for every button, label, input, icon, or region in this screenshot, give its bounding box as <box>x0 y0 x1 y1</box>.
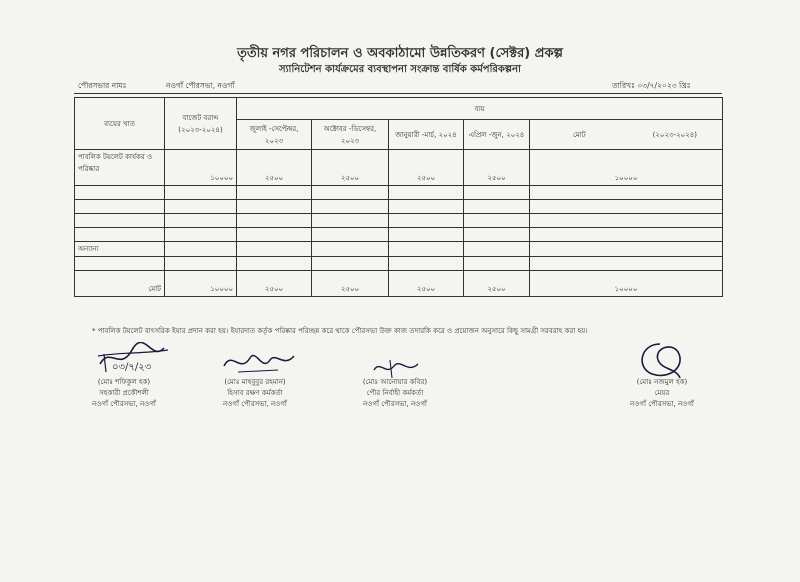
signatory-1-title: সহকারী প্রকৌশলী <box>99 389 149 397</box>
signature-block-2 <box>200 377 310 410</box>
signature-block-4 <box>612 377 712 410</box>
sum-q3: ২৫০০ <box>389 271 464 297</box>
header-total <box>530 120 723 150</box>
signatory-4-office: নওগাঁ পৌরসভা, নওগাঁ <box>630 400 694 408</box>
row-q1: ২৫০০ <box>237 150 312 186</box>
table-row <box>75 214 723 228</box>
budget-plan-table <box>74 97 723 297</box>
document-date: তারিখঃ ০৩/৭/২০২৩ খ্রিঃ <box>612 81 691 90</box>
signatory-1-name: (মোঃ শফিকুল হক) <box>97 378 151 386</box>
header-q4: এপ্রিল -জুন, ২০২৪ <box>464 120 530 150</box>
table-row <box>75 186 723 200</box>
signatory-1-office: নওগাঁ পৌরসভা, নওগাঁ <box>92 400 156 408</box>
footnote: * পাবলিক টয়লেট বাৎসরিক ইযার প্রদান করা হয়। ইযারদাত কর্তৃক পরিষ্কার পরিচ্ছন্ন করে থাকে পৌরসভা উক্ত কাজ তদারকি করে ও প্রয়োজন অনুসারে কিছু সামগ্রী সরবরাহ করা হয়। <box>92 327 588 335</box>
table-row <box>75 150 723 186</box>
signature-block-3 <box>340 377 450 410</box>
document-title: তৃতীয় নগর পরিচালন ও অবকাঠামো উন্নতিকরণ (সেক্টর) প্রকল্প <box>237 46 563 61</box>
row-budget: ১০০০০ <box>165 150 237 186</box>
header-total-year: (২০২৩-২০২৪) <box>652 130 698 139</box>
signatory-3-name: (মোঃ আনোয়ার কবির) <box>362 378 428 386</box>
row-total: ১০০০০ <box>530 150 723 186</box>
document-subtitle: স্যানিটেশন কার্যক্রমের ব্যবস্থাপনা সংক্রান্ত বার্ষিক কর্মপরিকল্পনা <box>279 64 521 75</box>
header-sector: ব্যয়ের খাত <box>75 98 165 150</box>
signatory-3-office: নওগাঁ পৌরসভা, নওগাঁ <box>363 400 427 408</box>
header-q3: জানুয়ারী -মার্চ, ২০২৪ <box>389 120 464 150</box>
header-q2: অক্টোবর -ডিসেম্বর, ২০২৩ <box>312 120 389 150</box>
row-other-label: অন্যান্য <box>75 242 165 257</box>
table-row <box>75 242 723 257</box>
signatory-2-name: (মোঃ মাহবুবুর রহমান) <box>224 378 286 386</box>
signatory-2-office: নওগাঁ পৌরসভা, নওগাঁ <box>223 400 287 408</box>
municipality-value: নওগাঁ পৌরসভা, নওগাঁ <box>166 81 235 90</box>
sum-q2: ২৫০০ <box>312 271 389 297</box>
sum-q1: ২৫০০ <box>237 271 312 297</box>
municipality-label: পৌরসভার নামঃ <box>78 81 127 90</box>
signature-block-1 <box>74 377 174 410</box>
signatory-2-title: হিসাব রক্ষণ কর্মকর্তা <box>227 389 283 397</box>
header-total-label: মোট <box>573 130 586 139</box>
handwritten-date: ০৩/৭/২৩ <box>112 362 152 373</box>
row-label: পাবলিক টয়লেট কার্যকর ও পরিষ্কার <box>75 150 165 186</box>
row-q3: ২৫০০ <box>389 150 464 186</box>
table-sum-row <box>75 271 723 297</box>
sum-budget: ১০০০০ <box>165 271 237 297</box>
sum-label: মোট <box>75 271 165 297</box>
signatory-4-name: (মোঃ নজমুল হক) <box>636 378 688 386</box>
row-q2: ২৫০০ <box>312 150 389 186</box>
header-divider <box>74 93 722 94</box>
header-budget: বাজেট বরাদ্দ (২০২৩-২০২৪) <box>165 98 237 150</box>
signatory-4-title: মেয়র <box>654 389 670 397</box>
sum-total: ১০০০০ <box>530 271 723 297</box>
signatory-3-title: পৌর নির্বাহী কর্মকর্তা <box>366 389 424 397</box>
header-expense: ব্যয় <box>237 98 723 120</box>
signature-2-mark <box>218 348 298 380</box>
table-row <box>75 257 723 271</box>
table-row <box>75 228 723 242</box>
row-q4: ২৫০০ <box>464 150 530 186</box>
header-q1: জুলাই -সেপ্টেম্বর, ২০২৩ <box>237 120 312 150</box>
sum-q4: ২৫০০ <box>464 271 530 297</box>
table-row <box>75 200 723 214</box>
